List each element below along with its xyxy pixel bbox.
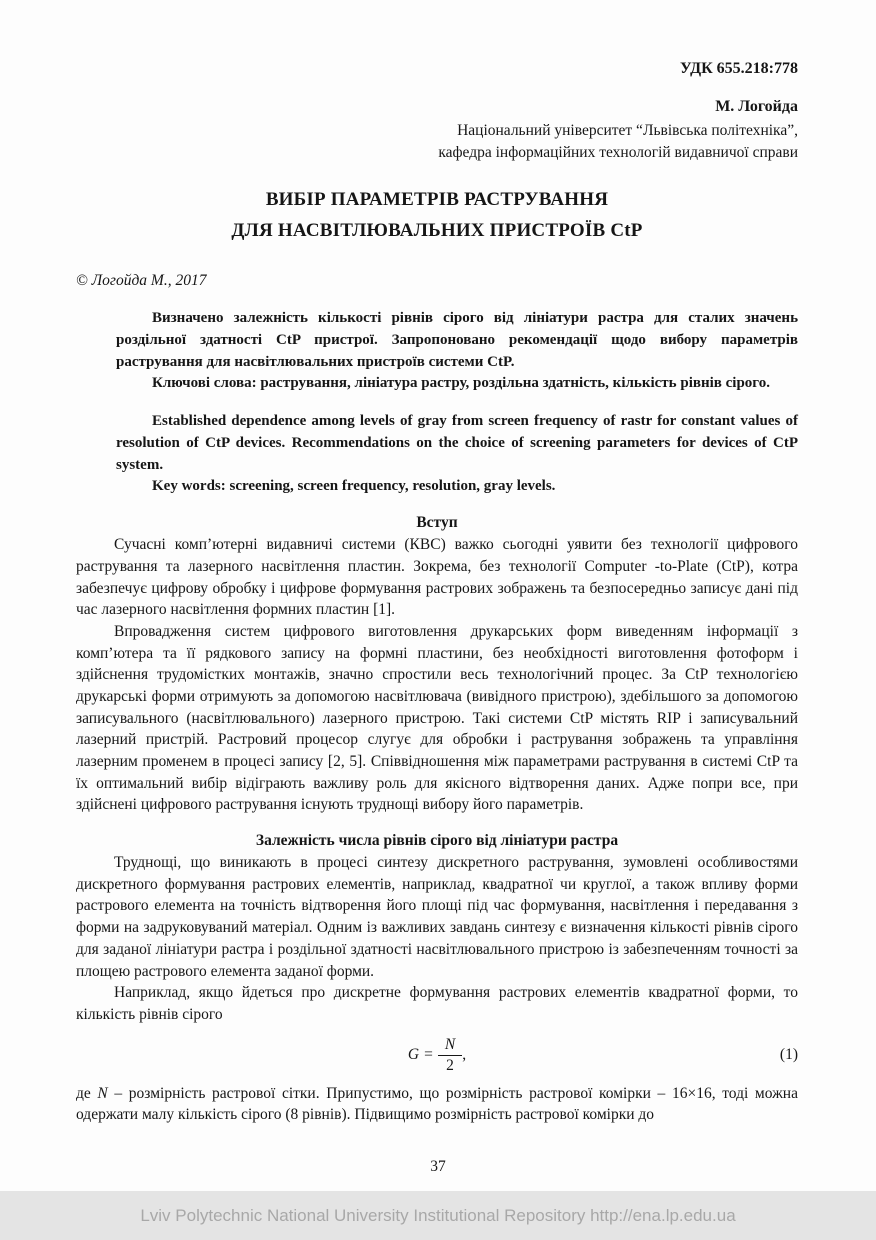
abstract-uk-text: Визначено залежність кількості рівнів сірого від лініатури растра для сталих значень роздільної здатності CtP пристрої. Запропоновано рекомендації щодо вибору параметрів растрування для насвітлювальних пристроїв системи CtP. <box>116 310 798 370</box>
equation-row <box>76 1036 798 1075</box>
section-heading-intro: Вступ <box>416 514 458 532</box>
repository-footer-text: Lviv Polytechnic National University Institutional Repository http://ena.lp.edu.ua <box>140 1205 736 1225</box>
copyright-notice: © Логойда М., 2017 <box>76 272 207 290</box>
equation-equals: = <box>424 1046 433 1064</box>
section-heading-gray-levels: Залежність числа рівнів сірого від лініатури растра <box>255 832 619 850</box>
equation-trailing-comma: , <box>462 1046 467 1064</box>
paper-title-line-1: ВИБІР ПАРАМЕТРІВ РАСТРУВАННЯ <box>265 189 609 211</box>
equation-denominator: 2 <box>446 1056 454 1074</box>
after-formula-pre: де <box>76 1084 98 1102</box>
abstract-en-text: Established dependence among levels of gray from screen frequency of rastr for constant values of resolution of CtP devices. Recommendations on the choice of screening parameters for devices of CtP system. <box>116 413 798 473</box>
page-number: 37 <box>430 1158 446 1175</box>
abstract-ukrainian <box>76 308 798 395</box>
section2-paragraph-1: Труднощі, що виникають в процесі синтезу дискретного растрування, зумовлені особливостями дискретного формування растрових елементів, наприклад, квадратної чи круглої, а також впливу форми растрового елемента на точність відтворення його площі під час формування, насвітлення і передавання з форми на задруковуваний матеріал. Одним із важливих завдань синтезу є визначення кількості рівнів сірого для заданої лініатури растра і роздільної здатності насвітлювального пристрою із забезпеченням точності за площею растрового елемента заданої форми. <box>76 854 798 980</box>
udc-number: УДК 655.218:778 <box>679 60 798 77</box>
paper-title-line-2: ДЛЯ НАСВІТЛЮВАЛЬНИХ ПРИСТРОЇВ CtP <box>231 219 643 241</box>
equation-fraction <box>438 1036 462 1075</box>
intro-paragraph-2: Впровадження систем цифрового виготовлення друкарських форм виведенням інформації з комп’ютера та її рядкового запису на формні пластини, без необхідності виготовлення фотоформ і здійснення трудомістких монтажів, значно спростили весь технологічний процес. За CtP технологією друкарські форми отримують за допомогою насвітлювача (вивідного пристрою), здебільшого за допомогою записувального (насвітлювального) лазерного пристрою. Такі системи CtP містять RIP і записувальний лазерний пристрій. Растровий процесор слугує для обробки і растрування зображень та управління лазерним променем в процесі запису [2, 5]. Співвідношення між параметрами растрування в системі CtP та їх оптимальний вибір відіграють важливу роль для якісного відтворення даних. Адже попри все, при здійснені цифрового растрування існують труднощі вибору його параметрів. <box>76 622 798 814</box>
after-formula-variable: N <box>97 1084 108 1102</box>
after-formula-post: – розмірність растрової сітки. Припустимо, що розмірність растрової комірки – 16×16, тоді можна одержати малу кількість сірого (8 рівнів). Підвищимо розмірність растрової комірки до <box>76 1084 798 1124</box>
after-formula-paragraph <box>76 1083 798 1126</box>
affiliation-line-1: Національний університет “Львівська політехніка”, <box>457 122 798 139</box>
equation-numerator: N <box>438 1036 462 1056</box>
affiliation-line-2: кафедра інформаційних технологій видавничої справи <box>438 143 798 161</box>
abstract-en-keywords: Key words: screening, screen frequency, resolution, gray levels. <box>152 478 556 495</box>
equation <box>408 1036 466 1075</box>
paper-title <box>76 185 798 246</box>
repository-footer-bar <box>0 1191 876 1240</box>
author-name: М. Логойда <box>715 98 798 115</box>
abstract-uk-keywords: Ключові слова: растрування, лініатура растру, роздільна здатність, кількість рівнів сірого. <box>152 375 770 392</box>
equation-lhs: G <box>407 1046 420 1064</box>
intro-paragraph-1: Сучасні комп’ютерні видавничі системи (КВС) важко сьогодні уявити без технології цифрового растрування та лазерного насвітлення пластин. Зокрема, без технології Computer -to-Plate (CtP), котра забезпечує цифрову обробку і цифрове формування растрових зображень та безпосередньо записує дані під час лазерного насвітлення формних пластин [1]. <box>76 536 798 619</box>
abstract-english <box>76 411 798 498</box>
section2-paragraph-2: Наприклад, якщо йдеться про дискретне формування растрових елементів квадратної форми, то кількість рівнів сірого <box>76 984 798 1023</box>
equation-number: (1) <box>779 1046 798 1064</box>
